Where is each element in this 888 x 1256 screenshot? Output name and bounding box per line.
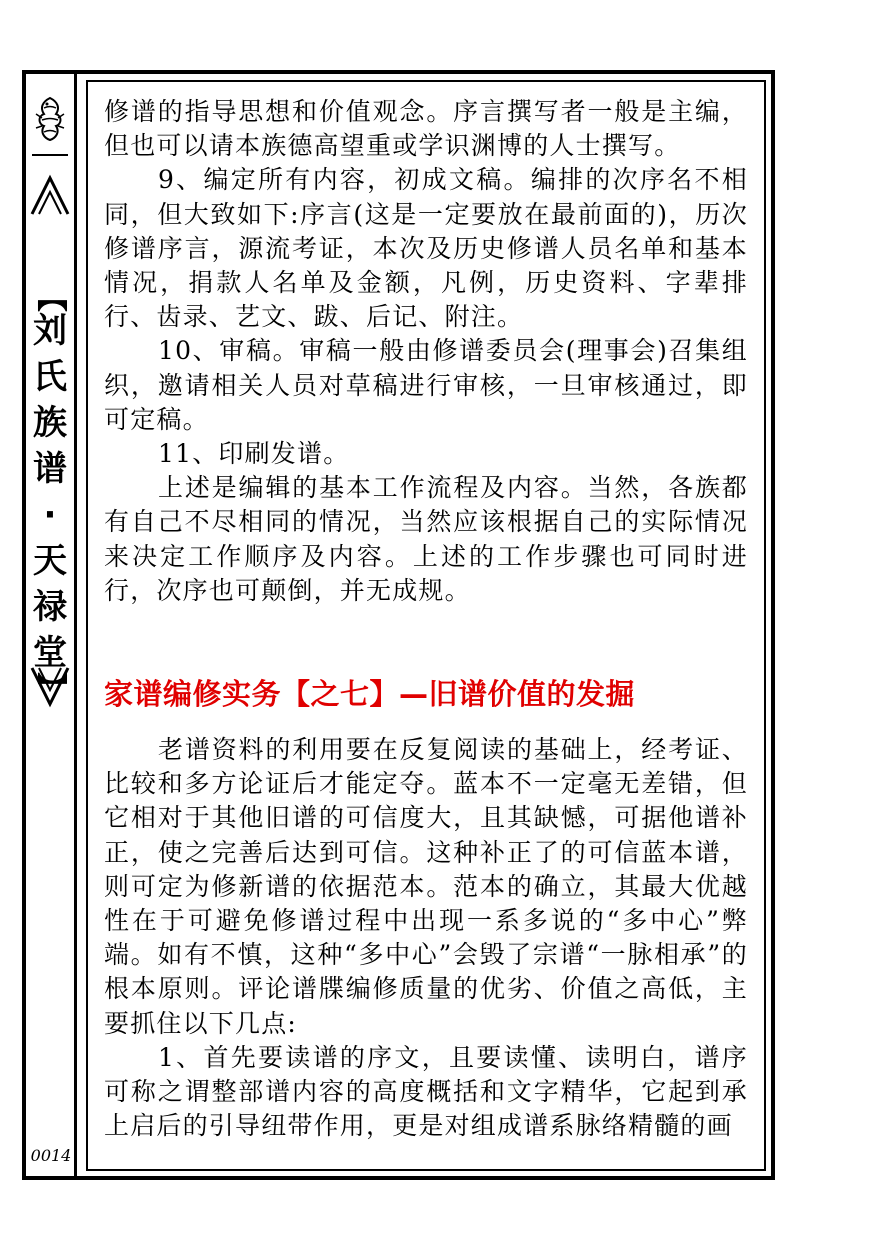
sidebar [26,74,74,1176]
sidebar-title-bracket-open: 【 [33,282,68,312]
paragraph: 9、编定所有内容，初成文稿。编排的次序名不相同，但大致如下:序言(这是一定要放在最前面的)，历次修谱序言，源流考证，本次及历史修谱人员名单和基本情况，捐款人名单及金额，凡例，历史资料、字辈排行、齿录、艺文、跋、后记、附注。 [104,165,748,332]
arrow-down-icon [29,666,71,708]
paragraph: 上述是编辑的基本工作流程及内容。当然，各族都有自己不尽相同的情况，当然应该根据自己的实际情况来决定工作顺序及内容。上述的工作步骤也可同时进行，次序也可颠倒，并无成规。 [104,473,748,605]
sidebar-rule-top [32,154,68,156]
paragraph: 10、审稿。审稿一般由修谱委员会(理事会)召集组织，邀请相关人员对草稿进行审核，一旦审核通过，即可定稿。 [104,336,748,434]
paragraph: 1、首先要读谱的序文，且要读懂、读明白，谱序可称之谓整部谱内容的高度概括和文字精华，它起到承上启后的引导纽带作用，更是对组成谱系脉络精髓的画 [104,1042,748,1141]
sidebar-title-char: 堂 [33,633,67,673]
sidebar-title-char: 氏 [33,357,67,397]
sidebar-title-dot: · [43,495,57,535]
sidebar-title-char: 禄 [33,587,67,627]
sidebar-title-char: 刘 [33,311,67,351]
arrow-up-icon [29,174,71,216]
paragraph: 11、印刷发谱。 [158,439,350,469]
sidebar-title-bracket-close: 】 [33,672,68,702]
section-heading: 家谱编修实务【之七】—旧谱价值的发掘 [104,677,636,711]
frame-divider [74,70,77,1180]
paragraph: 修谱的指导思想和价值观念。序言撰写者一般是主编，但也可以请本族德高望重或学识渊博的人士撰写。 [104,97,748,161]
section2-body [104,733,748,1143]
dragon-emblem-icon [32,94,68,144]
sidebar-title-char: 天 [33,541,67,581]
section1-body [104,95,748,608]
sidebar-title [30,282,70,702]
paragraph: 老谱资料的利用要在反复阅读的基础上，经考证、比较和多方论证后才能定夺。蓝本不一定毫无差错，但它相对于其他旧谱的可信度大，且其缺憾，可据他谱补正，使之完善后达到可信。这种补正了的可信蓝本谱，则可定为修新谱的依据范本。范本的确立，其最大优越性在于可避免修谱过程中出现一系多说的“多中心”弊端。如有不慎，这种“多中心”会毁了宗谱“一脉相承”的根本原则。评论谱牒编修质量的优劣、价值之高低，主要抓住以下几点: [104,735,748,1038]
sidebar-title-char: 谱 [33,449,67,489]
sidebar-title-char: 族 [33,403,67,443]
page-number: 0014 [30,1146,72,1165]
